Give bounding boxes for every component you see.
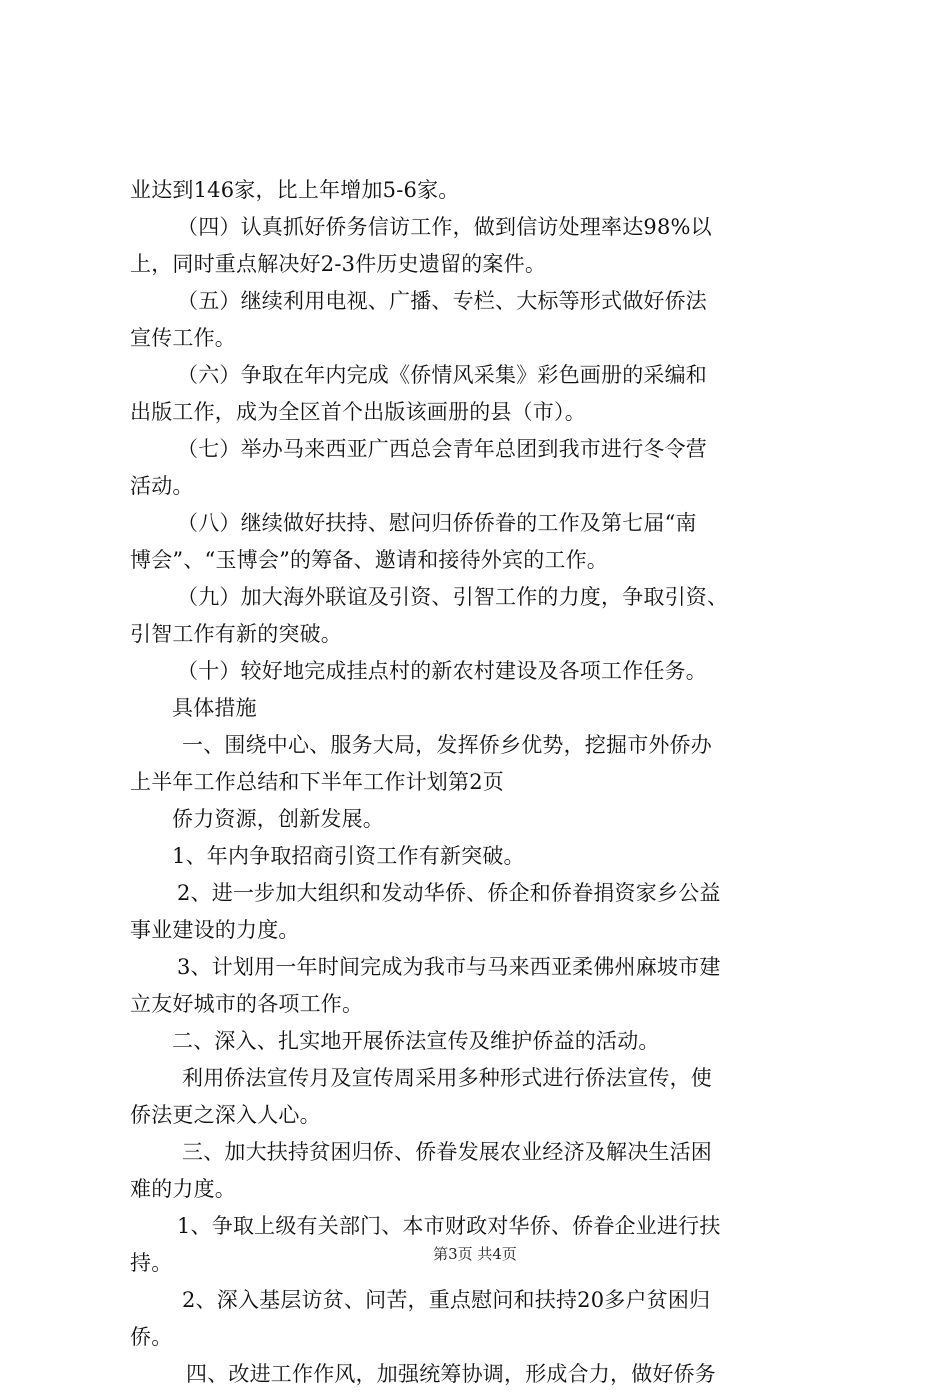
text-line: （十）较好地完成挂点村的新农村建设及各项工作任务。 bbox=[177, 659, 707, 683]
text-line: 持。 bbox=[130, 1251, 173, 1275]
text-line: 立友好城市的各项工作。 bbox=[130, 992, 364, 1016]
text-line: 活动。 bbox=[130, 474, 194, 498]
text-line: （六）争取在年内完成《侨情风采集》彩色画册的采编和 bbox=[177, 363, 707, 387]
page-number-footer: 第3页 共4页 bbox=[433, 1245, 517, 1263]
text-line: （九）加大海外联谊及引资、引智工作的力度，争取引资、 bbox=[177, 585, 729, 609]
text-line: 业达到146家，比上年增加5-6家。 bbox=[130, 178, 460, 202]
text-line: 侨。 bbox=[130, 1325, 173, 1349]
text-line: 利用侨法宣传月及宣传周采用多种形式进行侨法宣传，使 bbox=[182, 1066, 712, 1090]
text-line: （八）继续做好扶持、慰问归侨侨眷的工作及第七届“南 bbox=[177, 511, 697, 535]
text-line: （五）继续利用电视、广播、专栏、大标等形式做好侨法 bbox=[177, 289, 707, 313]
text-line: 出版工作，成为全区首个出版该画册的县（市）。 bbox=[130, 400, 586, 424]
text-line: （四）认真抓好侨务信访工作，做到信访处理率达98%以 bbox=[177, 215, 712, 239]
text-line: 侨力资源，创新发展。 bbox=[172, 807, 384, 831]
text-line: 难的力度。 bbox=[130, 1177, 236, 1201]
section-heading: 具体措施 bbox=[172, 696, 257, 720]
text-line: 上，同时重点解决好2-3件历史遗留的案件。 bbox=[130, 252, 547, 276]
text-line: 1、年内争取招商引资工作有新突破。 bbox=[172, 844, 525, 868]
text-line: 引智工作有新的突破。 bbox=[130, 622, 342, 646]
text-line: 3、计划用一年时间完成为我市与马来西亚柔佛州麻坡市建 bbox=[177, 955, 721, 979]
text-line: 上半年工作总结和下半年工作计划第2页 bbox=[130, 770, 504, 794]
text-line: 1、争取上级有关部门、本市财政对华侨、侨眷企业进行扶 bbox=[177, 1214, 721, 1238]
text-line: 四、改进工作作风，加强统筹协调，形成合力，做好侨务 bbox=[186, 1362, 716, 1386]
text-line: 事业建设的力度。 bbox=[130, 918, 300, 942]
text-line: 博会”、“玉博会”的筹备、邀请和接待外宾的工作。 bbox=[130, 548, 609, 572]
text-line: 三、加大扶持贫困归侨、侨眷发展农业经济及解决生活困 bbox=[182, 1140, 712, 1164]
text-line: 宣传工作。 bbox=[130, 326, 236, 350]
document-body bbox=[130, 172, 830, 1393]
text-line: 侨法更之深入人心。 bbox=[130, 1103, 321, 1127]
text-line: 2、深入基层访贫、问苦，重点慰问和扶持20多户贫困归 bbox=[182, 1288, 711, 1312]
text-line: 二、深入、扎实地开展侨法宣传及维护侨益的活动。 bbox=[172, 1029, 660, 1053]
text-line: （七）举办马来西亚广西总会青年总团到我市进行冬令营 bbox=[177, 437, 707, 461]
text-line: 一、围绕中心、服务大局，发挥侨乡优势，挖掘市外侨办 bbox=[182, 733, 712, 757]
text-line: 2、进一步加大组织和发动华侨、侨企和侨眷捐资家乡公益 bbox=[177, 881, 721, 905]
